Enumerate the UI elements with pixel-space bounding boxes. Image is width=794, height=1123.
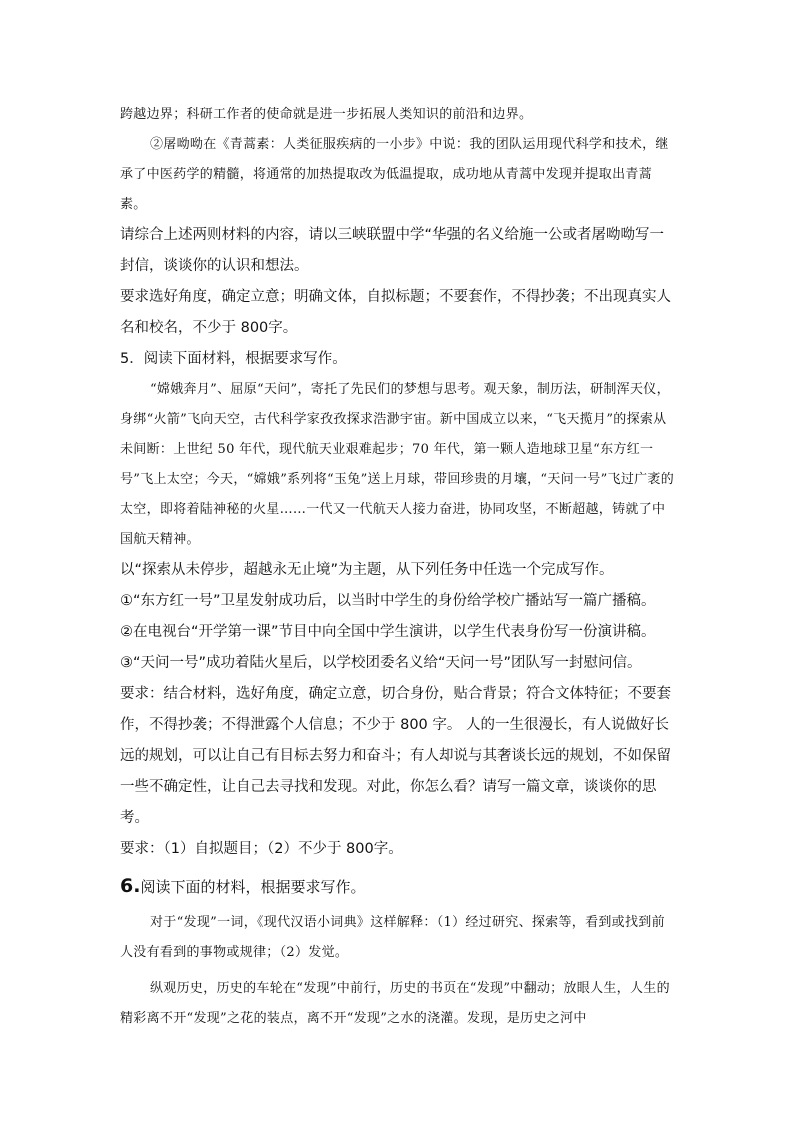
question-5-requirement-2: 要求：（1）自拟题目；（2）不少于 800字。: [120, 841, 403, 857]
question-6-number: 6.: [120, 875, 141, 897]
material-paragraph-1: 跨越边界；科研工作者的使命就是进一步拓展人类知识的前沿和边界。: [120, 107, 533, 122]
question-5-title: 5．阅读下面材料，根据要求写作。: [120, 351, 347, 367]
document-body: [120, 100, 675, 1034]
question-6-heading: [120, 871, 675, 902]
question-5-task: 以“探索从未停步，超越永无止境”为主题，从下列任务中任选一个完成写作。: [120, 562, 614, 578]
requirement-q4: 要求选好角度，确定立意；明确文体，自拟标题；不要套作，不得抄袭；不出现真实人名和校名，不少于 800字。: [120, 289, 671, 336]
question-5-requirement: 要求：结合材料，选好角度，确定立意，切合身份，贴合背景；符合文体特征；不要套作，不得抄袭；不得泄露个人信息；不少于 800 字。 人的一生很漫长，有人说做好长远的规划，可以让自己有目标去努力和奋斗；有人却说与其奢谈长远的规划，不如保留一些不确定性，让自己去寻找和发现。对此，你怎么看？请写一篇文章，谈谈你的思考。: [120, 686, 671, 826]
material-paragraph-2: ②屠呦呦在《青蒿素：人类征服疾病的一小步》中说：我的团队运用现代科学和技术，继承了中医药学的精髓，将通常的加热提取改为低温提取，成功地从青蒿中发现并提取出青蒿素。: [120, 137, 669, 212]
question-6-paragraph-2: 纵观历史，历史的车轮在“发现”中前行，历史的书页在“发现”中翻动；放眼人生，人生的精彩离不开“发现”之花的装点，离不开“发现”之水的浇灌。发现，是历史之河中: [120, 981, 670, 1026]
question-5-option-2: ②在电视台“开学第一课”节目中向全国中学生演讲，以学生代表身份写一份演讲稿。: [120, 624, 656, 640]
question-5-material: “嫦娥奔月”、屈原“天问”，寄托了先民们的梦想与思考。观天象，制历法，研制浑天仪，身绑“火箭”飞向天空，古代科学家孜孜探求浩渺宇宙。新中国成立以来，“飞天揽月”的探索从未间断：上世纪 50 年代，现代航天业艰难起步；70 年代，第一颗人造地球卫星“东方红一号”飞上太空；今天，“嫦娥”系列将“玉兔”送上月球，带回珍贵的月壤，“天问一号”飞过广袤的太空，即将着陆神秘的火星……一代又一代航天人接力奋进，协同攻坚，不断超越，铸就了中国航天精神。: [120, 382, 675, 547]
question-6-paragraph-1: 对于“发现”一词，《现代汉语小词典》这样解释：（1）经过研究、探索等，看到或找到前人没有看到的事物或规律；（2）发觉。: [120, 915, 665, 960]
task-q4: 请综合上述两则材料的内容，请以三峡联盟中学“华强的名义给施一公或者屠呦呦写一封信，谈谈你的认识和想法。: [120, 227, 665, 274]
question-5-option-3: ③“天问一号”成功着陆火星后，以学校团委名义给“天问一号”团队写一封慰问信。: [120, 655, 642, 671]
question-5-option-1: ①“东方红一号”卫星发射成功后，以当时中学生的身份给学校广播站写一篇广播稿。: [120, 593, 656, 609]
question-6-title: 阅读下面的材料，根据要求写作。: [140, 878, 366, 896]
